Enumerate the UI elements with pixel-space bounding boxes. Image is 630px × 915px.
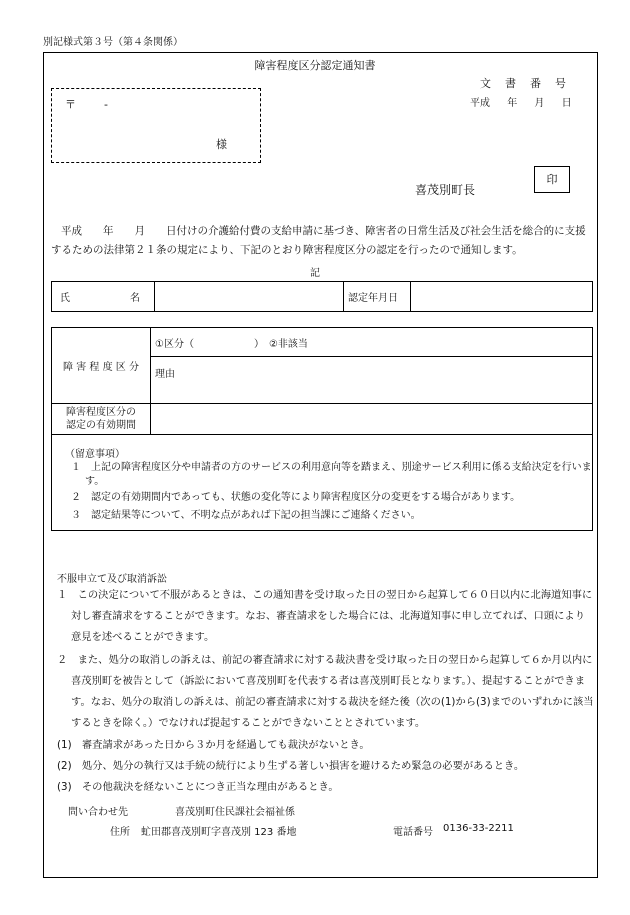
document-title: 障害程度区分認定通知書 [254,59,376,72]
category-table [51,327,593,435]
ki-heading: 記 [310,268,320,279]
contact-tel: 0136-33-2211 [443,823,514,834]
contact-label: 問い合わせ先 [68,807,128,818]
appeal-sub-2: (2) 処分、処分の執行又は手続の続行により生ずる著しい損害を避けるため緊急の必要があるとき。 [57,760,525,772]
category-label: 障 害 程 度 区 分 [52,328,151,404]
postal-code [65,96,108,112]
cert-date-label: 認定年月日 [344,282,411,312]
postal-mark: 〒 [65,98,76,111]
contact-tel-label: 電話番号 [393,827,433,838]
date-day: 日 [561,98,572,109]
notice-body: 平成 年 月 日付けの介護給付費の支給申請に基づき、障害者の日常生活及び社会生活を総合的に支援するための法律第２１条の規定により、下記のとおり障害程度区分の認定を行ったので通知します。 [51,225,586,256]
validity-label-line2: 認定の有効期間 [66,420,136,431]
validity-label-line1: 障害程度区分の [66,407,136,418]
recipient-honorific: 様 [216,138,227,151]
name-value [155,282,344,312]
appeal-item-2: ２ また、処分の取消しの訴えは、前記の審査請求に対する裁決書を受け取った日の翌日から起算して６か月以内に喜茂別町を被告として（訴訟において喜茂別町を代表する者は喜茂別町長となります。）、提起することができます。なお、処分の取消しの訴えは、前記の審査請求に対する裁決を経た後（次の(1)から(3)までのいずれかに該当するときを除く。）でなければ提起することができないこととされています。 [57,654,594,729]
issue-date [470,94,572,109]
postal-dash: - [104,98,108,111]
notes-box [51,425,593,531]
appeal-item-1: １ この決定について不服があるときは、この通知書を受け取った日の翌日から起算して６０日以内に北海道知事に対し審査請求をすることができます。なお、審査請求をした場合には、北海道知事に申し立てれば、口頭により意見を述べることができます。 [57,589,593,643]
notes-heading: （留意事項） [65,449,125,460]
date-month: 月 [534,98,545,109]
form-number-label: 別記様式第３号（第４条関係） [43,37,183,48]
contact-address-label: 住所 [110,827,130,838]
appeal-sub-1: (1) 審査請求があった日から３か月を経過しても裁決がないとき。 [57,739,370,751]
appeal-sub-3: (3) その他裁決を経ないことにつき正当な理由があるとき。 [57,781,339,793]
cert-date-value [411,282,593,312]
issuer-name: 喜茂別町長 [415,183,476,197]
note-item-1: １ 上記の障害程度区分や申請者の方のサービスの利用意向等を踏まえ、別途サービス利用に係る支給決定を行います。 [71,462,592,487]
category-reason: 理由 [151,357,593,404]
seal-box: 印 [534,166,570,193]
note-item-2: ２ 認定の有効期間内であっても、状態の変化等により障害程度区分の変更をする場合があります。 [71,492,521,503]
appeal-heading: 不服申立て及び取消訴訟 [57,574,167,585]
note-item-3: ３ 認定結果等について、不明な点があれば下記の担当課にご連絡ください。 [71,510,421,521]
category-options: ①区分（ ） ②非該当 [151,328,593,357]
date-era: 平成 [470,98,490,109]
name-table [51,281,593,312]
document-number-label: 文書番号 [480,77,580,90]
date-year: 年 [507,98,518,109]
contact-address: 虻田郡喜茂別町字喜茂別 123 番地 [141,827,297,838]
contact-dept: 喜茂別町住民課社会福祉係 [175,807,295,818]
name-label: 氏 名 [52,282,155,312]
